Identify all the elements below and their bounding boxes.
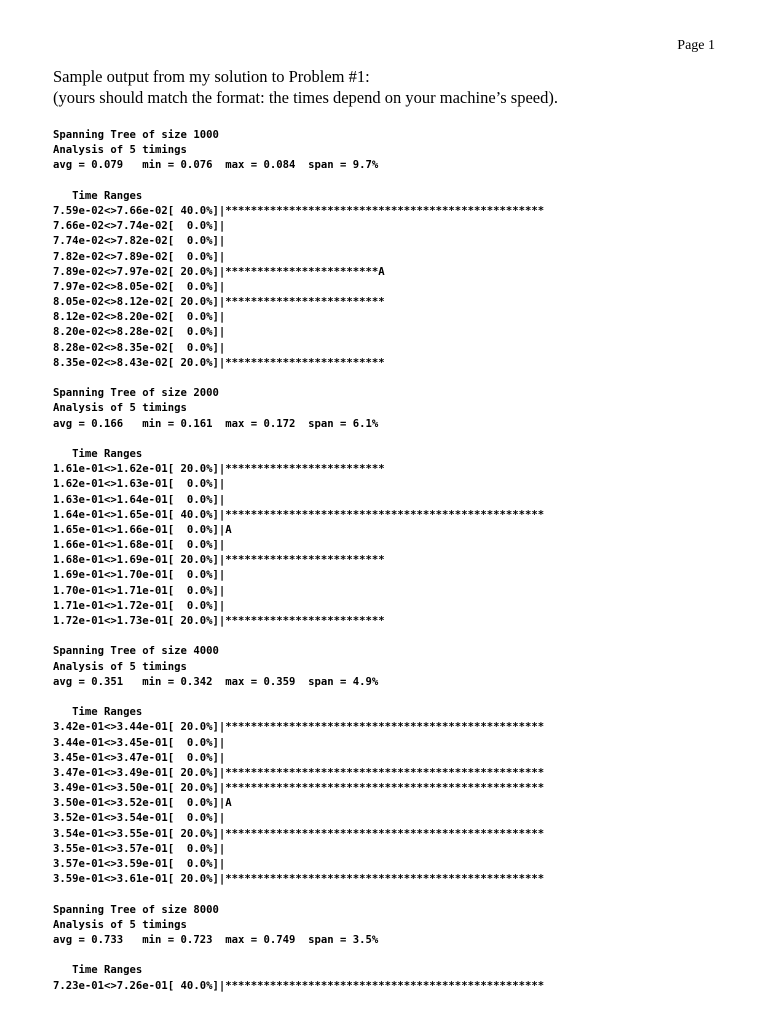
spacer	[53, 432, 544, 447]
page-number: Page 1	[677, 38, 715, 53]
histogram-row: 1.71e-01<>1.72e-01[ 0.0%]|	[53, 599, 226, 612]
time-ranges-header: Time Ranges	[53, 706, 143, 719]
program-output	[53, 128, 544, 994]
histogram-row: 1.70e-01<>1.71e-01[ 0.0%]|	[53, 584, 226, 597]
block-analysis: Analysis of 5 timings	[53, 144, 187, 157]
block-title: Spanning Tree of size 2000	[53, 387, 219, 400]
histogram-row: 1.64e-01<>1.65e-01[ 40.0%]|**************************************************	[53, 508, 545, 521]
histogram-row: 3.42e-01<>3.44e-01[ 20.0%]|**************************************************	[53, 721, 545, 734]
histogram-row: 8.35e-02<>8.43e-02[ 20.0%]|*************************	[53, 356, 385, 369]
spacer	[53, 690, 544, 705]
time-ranges-header: Time Ranges	[53, 447, 143, 460]
timing-block	[53, 386, 544, 644]
histogram-row: 7.23e-01<>7.26e-01[ 40.0%]|**************************************************	[53, 979, 545, 992]
spacer	[53, 887, 544, 902]
histogram-row: 7.82e-02<>7.89e-02[ 0.0%]|	[53, 250, 226, 263]
block-stats: avg = 0.733 min = 0.723 max = 0.749 span = 3.5%	[53, 933, 379, 946]
histogram-row: 8.28e-02<>8.35e-02[ 0.0%]|	[53, 341, 226, 354]
timing-block	[53, 903, 544, 994]
histogram-row: 3.55e-01<>3.57e-01[ 0.0%]|	[53, 842, 226, 855]
histogram-row: 7.97e-02<>8.05e-02[ 0.0%]|	[53, 280, 226, 293]
histogram-row: 1.72e-01<>1.73e-01[ 20.0%]|*************************	[53, 615, 385, 627]
histogram-row: 3.59e-01<>3.61e-01[ 20.0%]|**************************************************	[53, 873, 545, 886]
histogram-row: 1.69e-01<>1.70e-01[ 0.0%]|	[53, 569, 226, 582]
histogram-row: 1.65e-01<>1.66e-01[ 0.0%]|A	[53, 523, 232, 536]
histogram-row: 3.44e-01<>3.45e-01[ 0.0%]|	[53, 736, 226, 749]
histogram-row: 7.74e-02<>7.82e-02[ 0.0%]|	[53, 235, 226, 248]
intro-line-1: Sample output from my solution to Problem #1:	[53, 67, 370, 86]
block-title: Spanning Tree of size 8000	[53, 903, 219, 916]
spacer	[53, 371, 544, 386]
histogram-row: 3.50e-01<>3.52e-01[ 0.0%]|A	[53, 797, 232, 810]
histogram-row: 8.12e-02<>8.20e-02[ 0.0%]|	[53, 311, 226, 324]
time-ranges-header: Time Ranges	[53, 189, 143, 202]
block-title: Spanning Tree of size 4000	[53, 645, 219, 658]
histogram-row: 3.47e-01<>3.49e-01[ 20.0%]|**************************************************	[53, 766, 545, 779]
block-analysis: Analysis of 5 timings	[53, 660, 187, 673]
histogram-row: 8.05e-02<>8.12e-02[ 20.0%]|*************************	[53, 296, 385, 309]
histogram-row: 3.45e-01<>3.47e-01[ 0.0%]|	[53, 751, 226, 764]
spacer	[53, 629, 544, 644]
histogram-row: 3.57e-01<>3.59e-01[ 0.0%]|	[53, 858, 226, 870]
time-ranges-header: Time Ranges	[53, 964, 143, 977]
block-title: Spanning Tree of size 1000	[53, 129, 219, 141]
intro-line-2: (yours should match the format: the times depend on your machine’s speed).	[53, 88, 558, 107]
histogram-row: 1.62e-01<>1.63e-01[ 0.0%]|	[53, 478, 226, 491]
block-stats: avg = 0.079 min = 0.076 max = 0.084 span = 9.7%	[53, 159, 379, 172]
histogram-row: 3.54e-01<>3.55e-01[ 20.0%]|**************************************************	[53, 827, 545, 840]
spacer	[53, 174, 544, 189]
histogram-row: 3.52e-01<>3.54e-01[ 0.0%]|	[53, 812, 226, 825]
histogram-row: 1.61e-01<>1.62e-01[ 20.0%]|*************************	[53, 463, 385, 476]
histogram-row: 7.89e-02<>7.97e-02[ 20.0%]|************************A	[53, 265, 385, 278]
block-stats: avg = 0.351 min = 0.342 max = 0.359 span = 4.9%	[53, 675, 379, 688]
histogram-row: 7.59e-02<>7.66e-02[ 40.0%]|**************************************************	[53, 204, 545, 217]
timing-block	[53, 644, 544, 902]
intro-text	[53, 66, 558, 108]
histogram-row: 3.49e-01<>3.50e-01[ 20.0%]|**************************************************	[53, 782, 545, 795]
histogram-row: 1.66e-01<>1.68e-01[ 0.0%]|	[53, 539, 226, 552]
histogram-row: 1.68e-01<>1.69e-01[ 20.0%]|*************************	[53, 554, 385, 567]
block-analysis: Analysis of 5 timings	[53, 918, 187, 931]
block-analysis: Analysis of 5 timings	[53, 402, 187, 415]
histogram-row: 7.66e-02<>7.74e-02[ 0.0%]|	[53, 220, 226, 233]
block-stats: avg = 0.166 min = 0.161 max = 0.172 span = 6.1%	[53, 417, 379, 430]
spacer	[53, 948, 544, 963]
histogram-row: 8.20e-02<>8.28e-02[ 0.0%]|	[53, 326, 226, 339]
timing-block	[53, 128, 544, 386]
histogram-row: 1.63e-01<>1.64e-01[ 0.0%]|	[53, 493, 226, 506]
